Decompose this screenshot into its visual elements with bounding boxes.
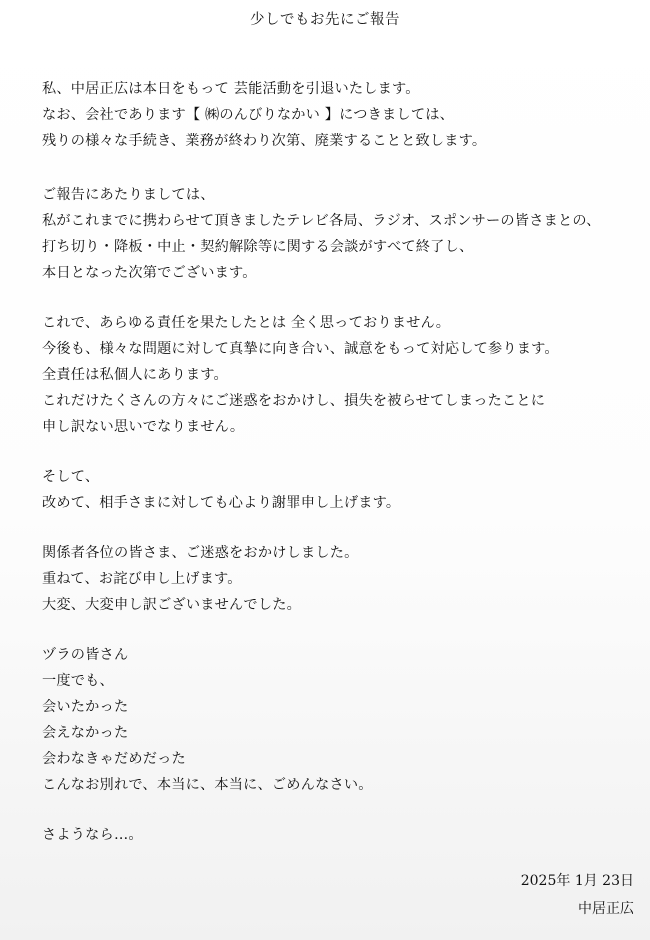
paragraph-line: 重ねて、お詫び申し上げます。 — [42, 571, 242, 587]
letter-date: 2025年 1月 23日 — [520, 873, 634, 889]
paragraph-stakeholders — [42, 540, 632, 618]
paragraph-line: ヅラの皆さん — [42, 647, 129, 663]
letter-signature: 中居正広 — [578, 901, 634, 917]
letter-title: 少しでもお先にご報告 — [250, 12, 400, 28]
paragraph-line: そして、 — [42, 469, 100, 485]
paragraph-responsibility — [42, 310, 632, 440]
paragraph-line: 打ち切り・降板・中止・契約解除等に関する会談がすべて終了し、 — [42, 239, 474, 255]
paragraph-apology — [42, 464, 632, 516]
paragraph-line: こんなお別れで、本当に、本当に、ごめんなさい。 — [42, 777, 373, 793]
letter-body — [42, 76, 632, 874]
paragraph-line: 本日となった次第でございます。 — [42, 265, 257, 281]
paragraph-farewell-message — [42, 642, 632, 798]
paragraph-goodbye — [42, 822, 632, 848]
paragraph-line: さようなら…。 — [42, 827, 143, 843]
paragraph-line: 私がこれまでに携わらせて頂きましたテレビ各局、ラジオ、スポンサーの皆さまとの、 — [42, 213, 601, 229]
paragraph-line: 残りの様々な手続き、業務が終わり次第、廃業することと致します。 — [42, 133, 487, 149]
paragraph-report — [42, 182, 632, 286]
paragraph-line: 改めて、相手さまに対しても心より謝罪申し上げます。 — [42, 495, 401, 511]
paragraph-line: 一度でも、 — [42, 673, 114, 689]
paragraph-line: これで、あらゆる責任を果たしたとは 全く思っておりません。 — [42, 315, 451, 331]
paragraph-line: 私、中居正広は本日をもって 芸能活動を引退いたします。 — [42, 81, 420, 97]
paragraph-line: 関係者各位の皆さま、ご迷惑をおかけしました。 — [42, 545, 359, 561]
paragraph-line: 申し訳ない思いでなりません。 — [42, 419, 245, 435]
paragraph-line: 会いたかった — [42, 699, 129, 715]
paragraph-line: 会わなきゃだめだった — [42, 751, 186, 767]
paragraph-line: これだけたくさんの方々にご迷惑をおかけし、損失を被らせてしまったことに — [42, 393, 546, 409]
paragraph-line: 今後も、様々な問題に対して真摯に向き合い、誠意をもって対応して参ります。 — [42, 341, 559, 357]
paragraph-line: 会えなかった — [42, 725, 129, 741]
paragraph-line: ご報告にあたりましては、 — [42, 187, 215, 203]
paragraph-line: 大変、大変申し訳ございませんでした。 — [42, 597, 301, 613]
paragraph-line: 全責任は私個人にあります。 — [42, 367, 228, 383]
paragraph-retirement — [42, 76, 632, 154]
paragraph-line: なお、会社であります【 ㈱のんびりなかい 】につきましては、 — [42, 107, 454, 123]
